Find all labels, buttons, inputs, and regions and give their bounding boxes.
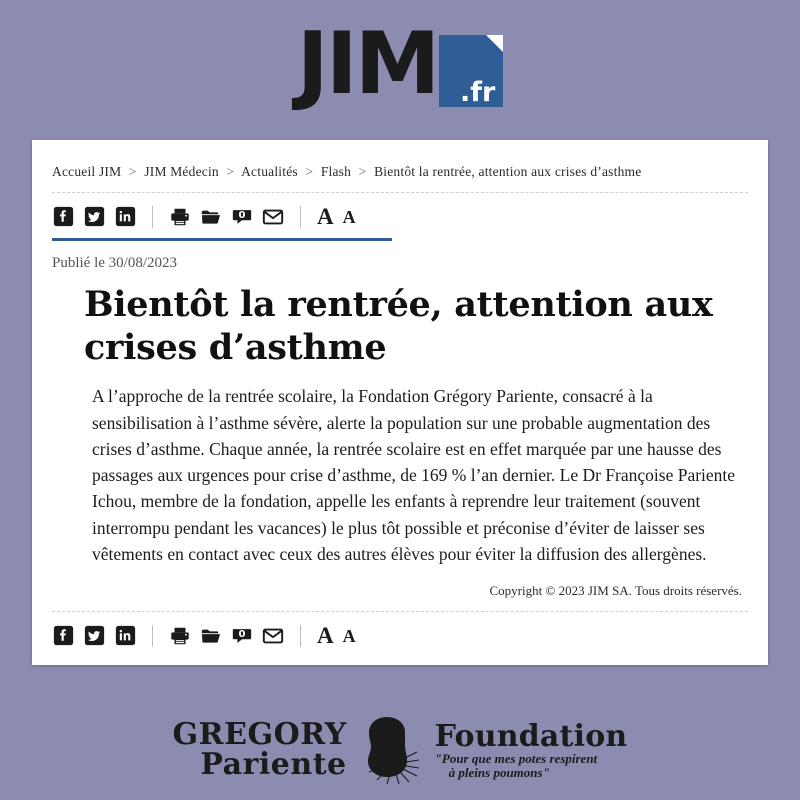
comment-icon[interactable]: [231, 625, 253, 647]
page-title: Bientôt la rentrée, attention aux crises d’asthme: [84, 284, 713, 368]
font-size-increase-button[interactable]: A: [317, 623, 334, 649]
foundation-name-line1: GREGORY: [172, 717, 347, 752]
toolbar-divider: [152, 625, 153, 647]
mail-icon[interactable]: [262, 625, 284, 647]
comment-count: 0: [238, 628, 246, 640]
font-size-decrease-button[interactable]: A: [342, 625, 356, 646]
font-size-increase-button[interactable]: A: [317, 204, 334, 229]
foundation-logo: [0, 712, 800, 788]
slogan-line1: "Pour que mes potes respirent: [434, 751, 598, 767]
mail-icon[interactable]: [262, 206, 284, 228]
toolbar-divider: [300, 206, 301, 228]
breadcrumb: [32, 158, 768, 192]
article-body: [32, 241, 768, 611]
breadcrumb-separator: >: [305, 164, 314, 179]
twitter-icon[interactable]: [83, 206, 105, 228]
site-header: [0, 0, 800, 128]
breadcrumb-separator: >: [128, 164, 137, 179]
logo-badge: [439, 35, 503, 107]
foundation-slogan: [434, 718, 628, 780]
toolbar-divider: [152, 206, 153, 228]
slogan-line2: à pleins poumons": [448, 764, 550, 780]
linkedin-icon[interactable]: [114, 625, 136, 647]
print-icon[interactable]: [169, 206, 191, 228]
breadcrumb-item-3[interactable]: Flash: [320, 164, 352, 179]
folder-icon[interactable]: [200, 206, 222, 228]
foundation-word: Foundation: [434, 718, 628, 754]
breadcrumb-item-0[interactable]: Accueil JIM: [52, 164, 122, 179]
foundation-name: [172, 717, 347, 782]
copyright-notice: Copyright © 2023 JIM SA. Tous droits réservés.: [489, 583, 742, 599]
folder-icon[interactable]: [200, 625, 222, 647]
comment-icon[interactable]: [231, 206, 253, 228]
article-card: [32, 140, 768, 665]
breadcrumb-separator: >: [358, 164, 367, 179]
jim-logo[interactable]: [296, 14, 504, 114]
print-icon[interactable]: [169, 625, 191, 647]
twitter-icon[interactable]: [83, 625, 105, 647]
logo-badge-text: .fr: [459, 77, 496, 108]
font-size-decrease-button[interactable]: A: [342, 206, 356, 227]
breadcrumb-item-2[interactable]: Actualités: [241, 164, 298, 179]
breadcrumb-item-4: Bientôt la rentrée, attention aux crises d’asthme: [374, 164, 642, 179]
head-silhouette-icon: [353, 712, 429, 788]
publish-date: Publié le 30/08/2023: [52, 255, 177, 271]
logo-text: JIM: [296, 14, 438, 114]
foundation-name-line2: Pariente: [200, 747, 347, 782]
toolbar-divider: [300, 625, 301, 647]
article-paragraph: A l’approche de la rentrée scolaire, la Fondation Grégory Pariente, consacré à la sensibilisation à l’asthme sévère, alerte la population sur une probable augmentation des crises d’asthme. Chaque année, la rentrée scolaire est en effet marquée par une hausse des passages aux urgences pour crise d’asthme, de 169 % l’an dernier. Le Dr Françoise Pariente Ichou, membre de la fondation, appelle les enfants à reprendre leur traitement (souvent interrompu pendant les vacances) le plus tôt possible et préconise d’éviter de laisser ses vêtements en contact avec ceux des autres élèves pour éviter la diffusion des allergènes.: [92, 386, 736, 564]
linkedin-icon[interactable]: [114, 206, 136, 228]
facebook-icon[interactable]: [52, 206, 74, 228]
breadcrumb-item-1[interactable]: JIM Médecin: [144, 164, 219, 179]
breadcrumb-separator: >: [226, 164, 235, 179]
facebook-icon[interactable]: [52, 625, 74, 647]
share-toolbar-bottom: [32, 612, 768, 665]
comment-count: 0: [238, 209, 246, 221]
share-toolbar-top: [32, 193, 768, 234]
